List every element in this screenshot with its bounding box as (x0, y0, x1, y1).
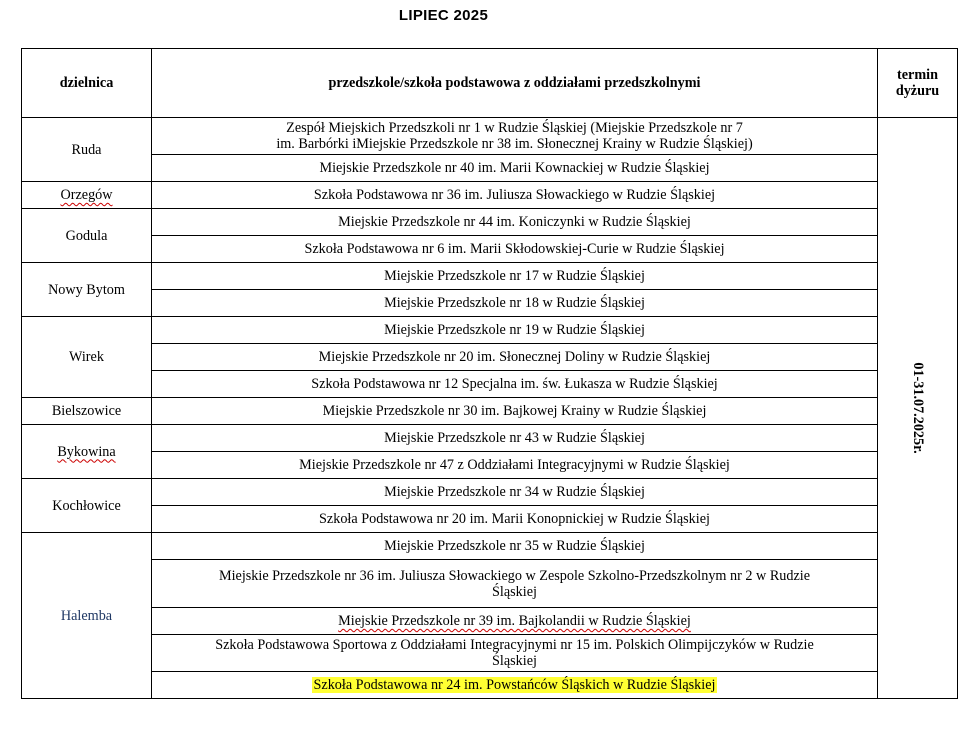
district-cell-godula: Godula (22, 209, 152, 263)
page-title: LIPIEC 2025 (398, 7, 489, 24)
district-cell-bielszowice: Bielszowice (22, 398, 152, 425)
institution-line: Zespół Miejskich Przedszkoli nr 1 w Rudzie Śląskiej (Miejskie Przedszkole nr 7 (286, 120, 743, 136)
highlighted-institution: Szkoła Podstawowa nr 24 im. Powstańców Śląskich w Rudzie Śląskiej (313, 677, 716, 693)
header-term-line1: termin (897, 67, 938, 83)
district-cell-ruda: Ruda (22, 118, 152, 182)
institution-text: Miejskie Przedszkole nr 39 im. Bajkolandii w Rudzie Śląskiej (338, 613, 691, 629)
table-row (22, 608, 958, 635)
institution-line: Miejskie Przedszkole nr 36 im. Juliusza Słowackiego w Zespole Szkolno-Przedszkolnym nr 2 w Rudzie (218, 567, 811, 584)
table-row (22, 236, 958, 263)
institution-line: Szkoła Podstawowa Sportowa z Oddziałami Integracyjnymi nr 15 im. Polskich Olimpijczyków w Rudzie (215, 637, 814, 653)
district-cell-wirek: Wirek (22, 317, 152, 398)
table-row (22, 290, 958, 317)
header-institution: przedszkole/szkoła podstawowa z oddziałami przedszkolnymi (152, 49, 878, 118)
table-row (22, 263, 958, 290)
table-row (22, 344, 958, 371)
header-row (22, 49, 958, 118)
district-label: Orzegów (60, 187, 113, 203)
term-cell (878, 118, 958, 699)
table-row (22, 398, 958, 425)
table-row (22, 182, 958, 209)
district-cell-orzegow (22, 182, 152, 209)
institution-cell (152, 672, 878, 699)
institution-cell: Miejskie Przedszkole nr 43 w Rudzie Śląskiej (152, 425, 878, 452)
institution-cell: Miejskie Przedszkole nr 18 w Rudzie Śląskiej (152, 290, 878, 317)
table-row (22, 506, 958, 533)
institution-cell: Miejskie Przedszkole nr 40 im. Marii Kownackiej w Rudzie Śląskiej (152, 155, 878, 182)
header-term (878, 49, 958, 118)
table-row (22, 209, 958, 236)
table-row (22, 425, 958, 452)
header-district: dzielnica (22, 49, 152, 118)
table-row (22, 452, 958, 479)
institution-cell: Miejskie Przedszkole nr 17 w Rudzie Śląskiej (152, 263, 878, 290)
district-cell-nowy-bytom: Nowy Bytom (22, 263, 152, 317)
table-row (22, 672, 958, 699)
institution-cell (152, 560, 878, 608)
institution-cell: Miejskie Przedszkole nr 35 w Rudzie Śląskiej (152, 533, 878, 560)
institution-cell: Miejskie Przedszkole nr 19 w Rudzie Śląskiej (152, 317, 878, 344)
header-term-line2: dyżuru (895, 83, 940, 99)
table-row (22, 371, 958, 398)
institution-cell: Miejskie Przedszkole nr 20 im. Słonecznej Doliny w Rudzie Śląskiej (152, 344, 878, 371)
institution-line: im. Barbórki iMiejskie Przedszkole nr 38 im. Słonecznej Krainy w Rudzie Śląskiej) (276, 136, 753, 152)
table-row (22, 118, 958, 155)
institution-cell: Miejskie Przedszkole nr 34 w Rudzie Śląskiej (152, 479, 878, 506)
institution-cell: Szkoła Podstawowa nr 6 im. Marii Skłodowskiej-Curie w Rudzie Śląskiej (152, 236, 878, 263)
term-value: 01-31.07.2025r. (909, 362, 926, 454)
table-row (22, 635, 958, 672)
district-cell-bykowina (22, 425, 152, 479)
district-cell-halemba: Halemba (22, 533, 152, 699)
institution-cell: Miejskie Przedszkole nr 47 z Oddziałami Integracyjnymi w Rudzie Śląskiej (152, 452, 878, 479)
table-row (22, 155, 958, 182)
institution-cell: Szkoła Podstawowa nr 12 Specjalna im. św. Łukasza w Rudzie Śląskiej (152, 371, 878, 398)
institution-line: Śląskiej (492, 583, 537, 600)
institution-line: Śląskiej (492, 653, 537, 669)
institution-cell: Szkoła Podstawowa nr 20 im. Marii Konopnickiej w Rudzie Śląskiej (152, 506, 878, 533)
district-label: Bykowina (57, 443, 116, 460)
institution-cell: Szkoła Podstawowa nr 36 im. Juliusza Słowackiego w Rudzie Śląskiej (152, 182, 878, 209)
institution-cell (152, 608, 878, 635)
table-row (22, 560, 958, 608)
table-row (22, 317, 958, 344)
institution-cell: Miejskie Przedszkole nr 30 im. Bajkowej Krainy w Rudzie Śląskiej (152, 398, 878, 425)
institution-cell (152, 635, 878, 672)
table-row (22, 479, 958, 506)
table-row (22, 533, 958, 560)
duty-schedule-table (21, 48, 958, 699)
institution-cell (152, 118, 878, 155)
district-cell-kochlowice: Kochłowice (22, 479, 152, 533)
institution-cell: Miejskie Przedszkole nr 44 im. Koniczynki w Rudzie Śląskiej (152, 209, 878, 236)
